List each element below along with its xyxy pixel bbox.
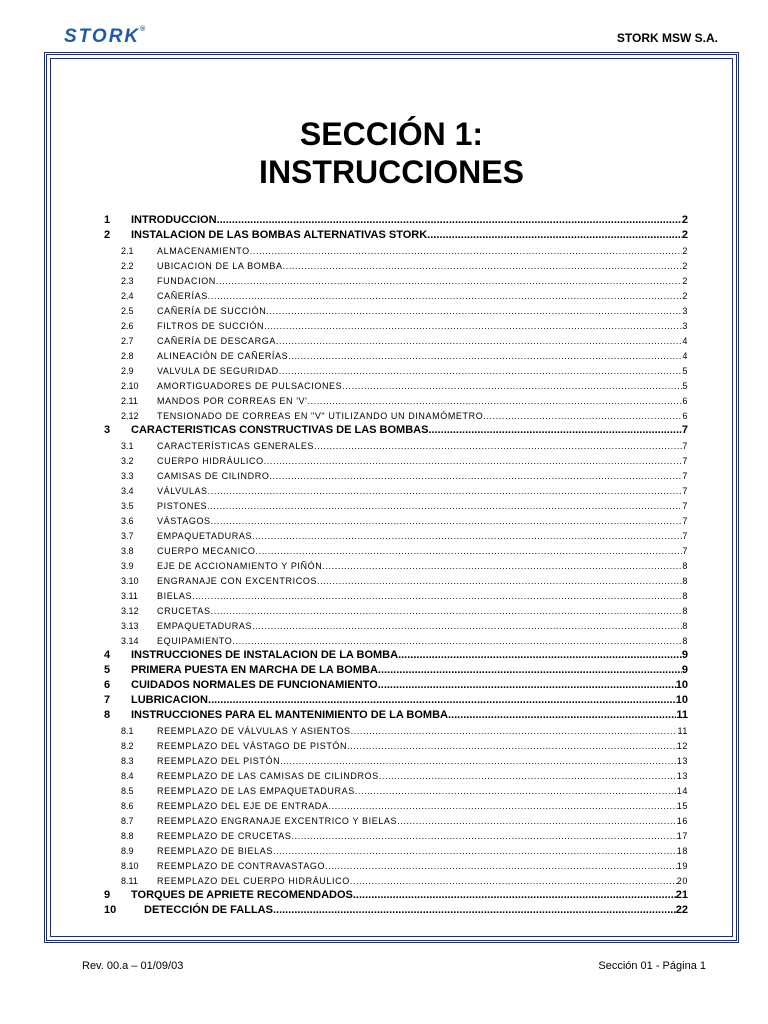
toc-entry-page: 7	[682, 486, 688, 496]
toc-entry[interactable]	[102, 361, 688, 376]
toc-entry[interactable]	[102, 481, 688, 496]
toc-entry-label: CRUCETAS.	[157, 606, 214, 616]
toc-entry-page: 18	[676, 846, 688, 856]
registered-mark: ®	[140, 26, 146, 33]
toc-entry-page: 9	[681, 649, 688, 661]
toc-entry[interactable]	[102, 601, 688, 616]
toc-leader-dots	[325, 861, 677, 871]
toc-entry-label: REEMPLAZO DEL VÁSTAGO DE PISTÓN.	[157, 741, 351, 751]
toc-entry-page: 8	[682, 606, 688, 616]
toc-entry-page: 5	[682, 366, 688, 376]
toc-entry[interactable]	[102, 331, 688, 346]
toc-leader-dots	[382, 771, 677, 781]
toc-entry-label: EQUIPAMIENTO.	[157, 636, 236, 646]
toc-entry-number: 8.2	[121, 741, 134, 751]
toc-entry-page: 8	[682, 561, 688, 571]
toc-entry[interactable]	[102, 661, 688, 676]
toc-entry-label: FUNDACION.	[157, 276, 219, 286]
toc-entry[interactable]	[102, 556, 688, 571]
toc-leader-dots	[219, 276, 682, 286]
toc-entry-number: 8.4	[121, 771, 134, 781]
toc-leader-dots	[400, 816, 677, 826]
toc-entry-page: 7	[682, 531, 688, 541]
toc-entry-label: PRIMERA PUESTA EN MARCHA DE LA BOMBA	[131, 664, 378, 676]
toc-entry-label: MANDOS POR CORREAS EN 'V'.	[157, 396, 311, 406]
toc-entry-label: REEMPLAZO DE CONTRAVASTAGO	[157, 861, 326, 871]
toc-entry-number: 3.4	[121, 486, 134, 496]
toc-entry-label: CAMISAS DE CILINDRO	[157, 471, 270, 481]
section-title	[47, 115, 736, 191]
toc-leader-dots	[291, 831, 676, 841]
toc-entry-label: CAÑERÍA DE DESCARGA.	[157, 336, 280, 346]
toc-entry-number: 2.9	[121, 366, 134, 376]
toc-leader-dots	[267, 321, 682, 331]
toc-entry-label: INSTRUCCIONES PARA EL MANTENIMIENTO DE LA BOMBA.	[131, 709, 452, 721]
toc-entry-label: REEMPLAZO ENGRANAJE EXCENTRICO Y BIELAS.	[157, 816, 401, 826]
toc-leader-dots	[211, 694, 676, 706]
toc-entry-label: REEMPLAZO DEL CUERPO HIDRÁULICO.	[157, 876, 353, 886]
toc-leader-dots	[269, 471, 682, 481]
toc-leader-dots	[273, 846, 677, 856]
toc-entry-page: 7	[682, 456, 688, 466]
toc-entry-label: INSTALACION DE LAS BOMBAS ALTERNATIVAS STORK.	[131, 229, 431, 241]
toc-entry-page: 7	[682, 471, 688, 481]
toc-leader-dots	[311, 396, 683, 406]
toc-leader-dots	[255, 531, 682, 541]
toc-entry-number: 6	[104, 679, 111, 691]
logo-text: STORK	[64, 26, 141, 47]
toc-entry[interactable]	[102, 211, 688, 226]
toc-entry-page: 8	[682, 591, 688, 601]
toc-entry-label: CAÑERÍAS.	[157, 291, 211, 301]
toc-entry-number: 3.8	[121, 546, 134, 556]
toc-entry-page: 20	[676, 876, 688, 886]
section-title-line1: SECCIÓN 1:	[299, 116, 484, 152]
toc-entry-page: 7	[682, 516, 688, 526]
toc-entry-label: ALMACENAMIENTO.	[157, 246, 253, 256]
toc-entry-number: 8.11	[121, 876, 138, 886]
toc-entry-page: 8	[682, 621, 688, 631]
toc-leader-dots	[255, 621, 682, 631]
toc-leader-dots	[259, 546, 683, 556]
toc-leader-dots	[431, 424, 681, 436]
footer-revision: Rev. 00.a – 01/09/03	[82, 960, 184, 972]
toc-entry-page: 4	[682, 336, 688, 346]
toc-entry-page: 13	[676, 756, 688, 766]
toc-entry[interactable]	[102, 841, 688, 856]
toc-entry-page: 7	[681, 424, 688, 436]
toc-entry-number: 3.9	[121, 561, 134, 571]
toc-leader-dots	[279, 336, 682, 346]
toc-entry[interactable]	[102, 706, 688, 721]
toc-entry-page: 8	[682, 636, 688, 646]
toc-entry-page: 9	[681, 664, 688, 676]
toc-entry[interactable]	[102, 316, 688, 331]
toc-entry-label: REEMPLAZO DE BIELAS	[157, 846, 273, 856]
toc-entry-label: EJE DE ACCIONAMIENTO Y PIÑÓN.	[157, 561, 326, 571]
toc-entry-page: 10	[675, 694, 688, 706]
toc-entry-number: 5	[104, 664, 111, 676]
toc-leader-dots	[325, 561, 682, 571]
toc-entry-label: LUBRICACION.	[131, 694, 212, 706]
toc-entry-label: DETECCIÓN DE FALLAS.	[144, 904, 277, 916]
toc-entry-number: 2.4	[121, 291, 134, 301]
toc-entry-number: 8.1	[121, 726, 134, 736]
toc-entry[interactable]	[102, 271, 688, 286]
toc-leader-dots	[214, 516, 683, 526]
toc-entry-number: 2	[104, 229, 111, 241]
toc-leader-dots	[332, 801, 677, 811]
toc-entry-label: TENSIONADO DE CORREAS EN "V" UTILIZANDO UN DINAMÓMETRO.	[157, 411, 487, 421]
toc-entry[interactable]	[102, 886, 688, 901]
toc-entry-number: 2.3	[121, 276, 134, 286]
toc-entry-page: 15	[676, 801, 688, 811]
toc-entry[interactable]	[102, 691, 688, 706]
toc-entry-number: 3.10	[121, 576, 139, 586]
toc-entry-page: 2	[682, 291, 688, 301]
toc-leader-dots	[267, 456, 683, 466]
toc-entry-number: 3	[104, 424, 111, 436]
toc-entry-label: FILTROS DE SUCCIÓN.	[157, 321, 268, 331]
toc-entry-label: CUIDADOS NORMALES DE FUNCIONAMIENTO	[131, 679, 378, 691]
toc-entry-label: EMPAQUETADURAS.	[157, 531, 256, 541]
toc-entry-number: 3.2	[121, 456, 134, 466]
toc-entry-page: 2	[682, 261, 688, 271]
toc-leader-dots	[378, 679, 676, 691]
toc-entry[interactable]	[102, 676, 688, 691]
toc-leader-dots	[235, 636, 682, 646]
toc-leader-dots	[317, 441, 682, 451]
toc-leader-dots	[378, 664, 682, 676]
toc-leader-dots	[214, 606, 683, 616]
company-name: STORK MSW S.A.	[616, 31, 718, 45]
toc-entry-label: ALINEACIÓN DE CAÑERÍAS.	[157, 351, 292, 361]
toc-entry-label: VÁSTAGOS.	[157, 516, 214, 526]
toc-entry[interactable]	[102, 571, 688, 586]
toc-leader-dots	[353, 876, 677, 886]
toc-entry-number: 2.6	[121, 321, 134, 331]
toc-leader-dots	[358, 786, 677, 796]
toc-entry-label: AMORTIGUADORES DE PULSACIONES.	[157, 381, 346, 391]
toc-entry-number: 10	[104, 904, 117, 916]
toc-leader-dots	[195, 591, 682, 601]
toc-entry-number: 3.11	[121, 591, 138, 601]
toc-entry-label: REEMPLAZO DEL PISTÓN.	[157, 756, 284, 766]
toc-entry-label: INSTRUCCIONES DE INSTALACION DE LA BOMBA	[131, 649, 399, 661]
toc-entry-label: REEMPLAZO DEL EJE DE ENTRADA.	[157, 801, 332, 811]
toc-leader-dots	[451, 709, 676, 721]
toc-entry-label: REEMPLAZO DE LAS EMPAQUETADURAS.	[157, 786, 358, 796]
toc-entry[interactable]	[102, 451, 688, 466]
toc-entry-label: UBICACION DE LA BOMBA.	[157, 261, 286, 271]
toc-leader-dots	[356, 889, 676, 901]
toc-entry-label: REEMPLAZO DE VÁLVULAS Y ASIENTOS.	[157, 726, 354, 736]
toc-entry-number: 8.7	[121, 816, 134, 826]
toc-leader-dots	[291, 351, 682, 361]
toc-leader-dots	[286, 261, 683, 271]
toc-leader-dots	[398, 649, 682, 661]
toc-entry-number: 3.7	[121, 531, 134, 541]
toc-entry-page: 7	[682, 441, 688, 451]
toc-entry-page: 5	[682, 381, 688, 391]
toc-entry-number: 9	[104, 889, 111, 901]
toc-entry[interactable]	[102, 646, 688, 661]
toc-entry-number: 2.11	[121, 396, 138, 406]
toc-leader-dots	[217, 214, 682, 226]
toc-entry[interactable]	[102, 826, 688, 841]
toc-entry-number: 2.8	[121, 351, 134, 361]
toc-entry[interactable]	[102, 721, 688, 736]
toc-entry-number: 1	[104, 214, 111, 226]
page-frame	[44, 52, 739, 943]
toc-leader-dots	[354, 726, 678, 736]
toc-entry[interactable]	[102, 586, 688, 601]
toc-entry-number: 8	[104, 709, 111, 721]
toc-entry[interactable]	[102, 406, 688, 421]
toc-entry-number: 8.5	[121, 786, 134, 796]
toc-entry-number: 8.3	[121, 756, 134, 766]
toc-entry-page: 12	[676, 741, 688, 751]
toc-leader-dots	[345, 381, 682, 391]
toc-leader-dots	[350, 741, 677, 751]
toc-leader-dots	[269, 306, 682, 316]
toc-entry-label: CUERPO MECANICO.	[157, 546, 259, 556]
toc-entry-label: CARACTERÍSTICAS GENERALES.	[157, 441, 318, 451]
toc-entry[interactable]	[102, 256, 688, 271]
toc-entry[interactable]	[102, 811, 688, 826]
toc-leader-dots	[276, 904, 676, 916]
toc-entry-label: INTRODUCCION	[131, 214, 217, 226]
toc-entry-label: VÁLVULAS.	[157, 486, 211, 496]
toc-leader-dots	[211, 291, 682, 301]
toc-entry-label: REEMPLAZO DE LAS CAMISAS DE CILINDROS.	[157, 771, 382, 781]
toc-entry-page: 21	[675, 889, 688, 901]
toc-entry-page: 2	[681, 214, 688, 226]
toc-entry-page: 4	[682, 351, 688, 361]
toc-entry[interactable]	[102, 751, 688, 766]
toc-entry-page: 11	[676, 709, 688, 721]
toc-entry[interactable]	[102, 796, 688, 811]
toc-leader-dots	[486, 411, 682, 421]
toc-entry[interactable]	[102, 376, 688, 391]
toc-entry-number: 3.13	[121, 621, 139, 631]
toc-entry-label: PISTONES.	[157, 501, 211, 511]
toc-entry-page: 22	[675, 904, 688, 916]
toc-leader-dots	[282, 366, 683, 376]
toc-entry-number: 8.8	[121, 831, 134, 841]
stork-logo	[64, 26, 145, 48]
toc-entry[interactable]	[102, 511, 688, 526]
toc-entry[interactable]	[102, 346, 688, 361]
toc-entry-number: 2.10	[121, 381, 139, 391]
toc-entry-page: 10	[675, 679, 688, 691]
toc-entry-label: TORQUES DE APRIETE RECOMENDADOS.	[131, 889, 356, 901]
toc-entry-page: 6	[682, 411, 688, 421]
toc-entry-number: 3.3	[121, 471, 134, 481]
toc-entry-label: BIELAS.	[157, 591, 196, 601]
toc-entry-number: 3.1	[121, 441, 134, 451]
toc-entry-label: CARACTERISTICAS CONSTRUCTIVAS DE LAS BOMBAS.	[131, 424, 432, 436]
toc-entry[interactable]	[102, 241, 688, 256]
toc-entry-page: 2	[681, 229, 688, 241]
toc-entry[interactable]	[102, 856, 688, 871]
toc-entry-number: 3.14	[121, 636, 139, 646]
toc-leader-dots	[253, 246, 683, 256]
toc-entry[interactable]	[102, 286, 688, 301]
toc-entry[interactable]	[102, 421, 688, 436]
toc-entry[interactable]	[102, 631, 688, 646]
toc-entry[interactable]	[102, 736, 688, 751]
toc-entry-page: 11	[677, 726, 688, 736]
toc-entry-number: 3.6	[121, 516, 134, 526]
toc-entry-page: 3	[682, 306, 688, 316]
toc-leader-dots	[210, 501, 682, 511]
toc-entry-number: 8.10	[121, 861, 139, 871]
toc-entry-number: 3.5	[121, 501, 134, 511]
footer-page-info: Sección 01 - Página 1	[598, 960, 706, 972]
toc-entry-page: 14	[676, 786, 688, 796]
toc-entry-number: 2.12	[121, 411, 139, 421]
toc-entry-page: 7	[682, 546, 688, 556]
toc-entry-number: 2.2	[121, 261, 134, 271]
toc-entry[interactable]	[102, 766, 688, 781]
toc-entry-label: CAÑERÍA DE SUCCIÓN.	[157, 306, 270, 316]
toc-leader-dots	[211, 486, 683, 496]
toc-entry-page: 13	[676, 771, 688, 781]
toc-entry-page: 16	[676, 816, 688, 826]
section-title-line2: INSTRUCCIONES	[259, 154, 524, 190]
toc-entry-page: 17	[676, 831, 688, 841]
toc-entry-number: 4	[104, 649, 111, 661]
toc-entry-page: 2	[682, 276, 688, 286]
toc-entry[interactable]	[102, 391, 688, 406]
toc-entry-page: 6	[682, 396, 688, 406]
toc-entry-label: REEMPLAZO DE CRUCETAS	[157, 831, 292, 841]
toc-entry-page: 2	[682, 246, 688, 256]
toc-entry[interactable]	[102, 466, 688, 481]
toc-entry[interactable]	[102, 301, 688, 316]
toc-entry-label: VALVULA DE SEGURIDAD.	[157, 366, 282, 376]
toc-entry-number: 8.6	[121, 801, 134, 811]
toc-entry-number: 3.12	[121, 606, 139, 616]
toc-leader-dots	[320, 576, 682, 586]
toc-entry-number: 2.5	[121, 306, 134, 316]
toc-leader-dots	[430, 229, 682, 241]
toc-entry[interactable]	[102, 901, 688, 916]
toc-entry[interactable]	[102, 526, 688, 541]
toc-entry[interactable]	[102, 616, 688, 631]
table-of-contents	[102, 211, 688, 916]
toc-entry[interactable]	[102, 871, 688, 886]
toc-entry-label: EMPAQUETADURAS.	[157, 621, 256, 631]
toc-leader-dots	[283, 756, 676, 766]
toc-entry-page: 8	[682, 576, 688, 586]
toc-entry-page: 19	[676, 861, 688, 871]
toc-entry-page: 7	[682, 501, 688, 511]
toc-entry-label: ENGRANAJE CON EXCENTRICOS.	[157, 576, 321, 586]
toc-entry[interactable]	[102, 541, 688, 556]
toc-entry-number: 2.1	[121, 246, 134, 256]
toc-entry-page: 3	[682, 321, 688, 331]
toc-entry[interactable]	[102, 226, 688, 241]
toc-entry[interactable]	[102, 781, 688, 796]
toc-entry[interactable]	[102, 496, 688, 511]
toc-entry[interactable]	[102, 436, 688, 451]
toc-entry-number: 7	[104, 694, 111, 706]
toc-entry-label: CUERPO HIDRÁULICO.	[157, 456, 267, 466]
toc-entry-number: 8.9	[121, 846, 134, 856]
toc-entry-number: 2.7	[121, 336, 134, 346]
